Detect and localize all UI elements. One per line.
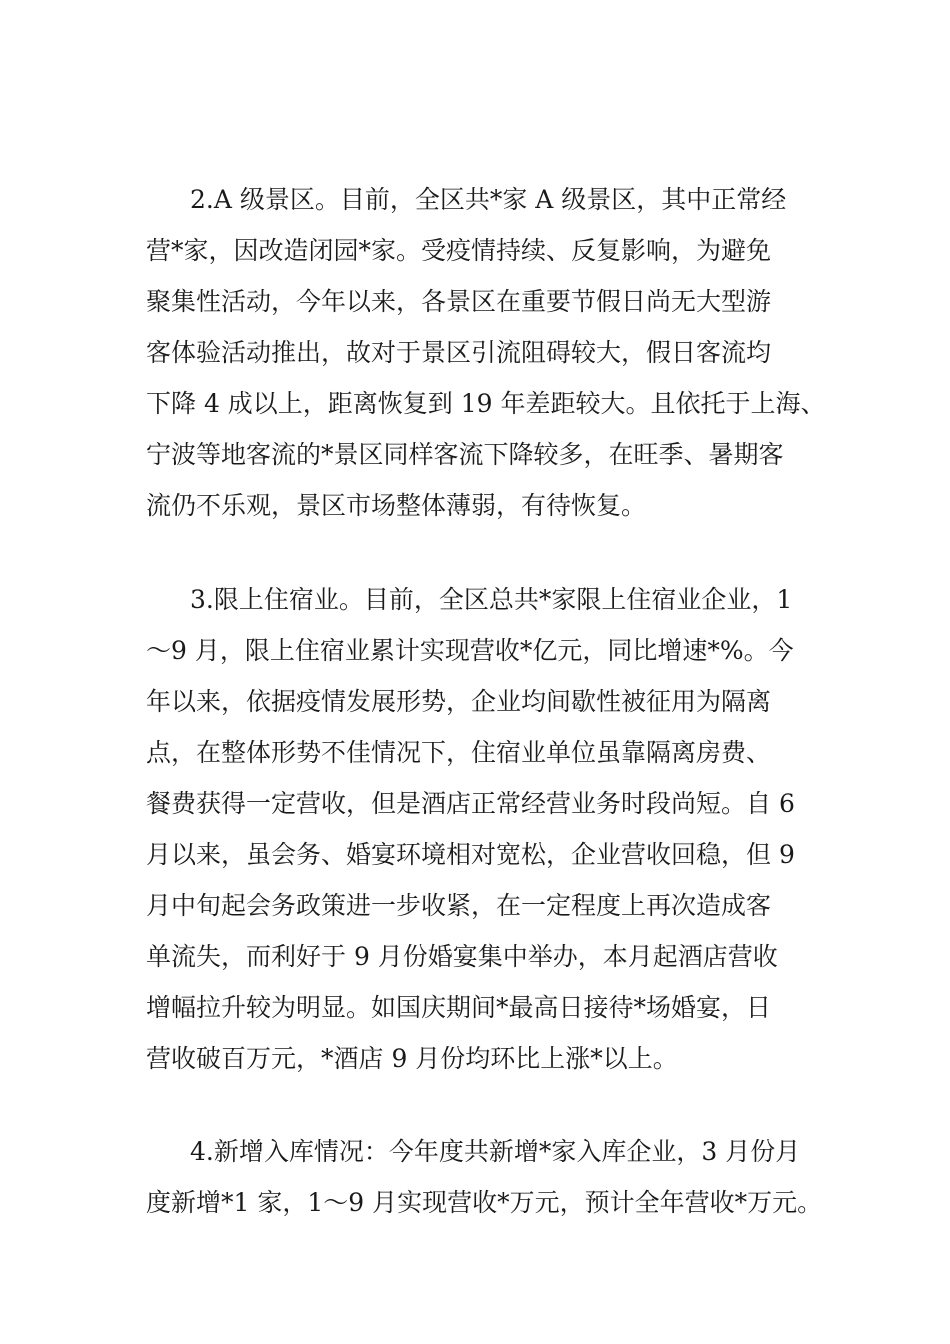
paragraph-line: 下降 4 成以上，距离恢复到 19 年差距较大。且依托于上海、 xyxy=(146,389,826,418)
paragraph-a-level-scenic-areas xyxy=(146,174,826,531)
paragraph-line: 餐费获得一定营收，但是酒店正常经营业务时段尚短。自 6 xyxy=(146,789,795,818)
paragraph-line: 月以来，虽会务、婚宴环境相对宽松，企业营收回稳，但 9 xyxy=(146,840,795,869)
paragraph-line: 2.A 级景区。目前，全区共*家 A 级景区，其中正常经 xyxy=(190,185,787,214)
paragraph-line: 单流失，而利好于 9 月份婚宴集中举办，本月起酒店营收 xyxy=(146,942,778,971)
paragraph-line: 年以来，依据疫情发展形势，企业均间歇性被征用为隔离 xyxy=(146,687,772,716)
paragraph-line: 客体验活动推出，故对于景区引流阻碍较大，假日客流均 xyxy=(146,338,772,367)
paragraph-line: 3.限上住宿业。目前，全区总共*家限上住宿业企业，1 xyxy=(190,585,793,614)
paragraph-line: 营收破百万元，*酒店 9 月份均环比上涨*以上。 xyxy=(146,1044,678,1073)
paragraph-line: 宁波等地客流的*景区同样客流下降较多，在旺季、暑期客 xyxy=(146,440,784,469)
paragraph-line: 增幅拉升较为明显。如国庆期间*最高日接待*场婚宴，日 xyxy=(146,993,772,1022)
paragraph-line: 营*家，因改造闭园*家。受疫情持续、反复影响，为避免 xyxy=(146,236,772,265)
paragraph-new-enterprises xyxy=(146,1126,823,1228)
paragraph-line: 流仍不乐观，景区市场整体薄弱，有待恢复。 xyxy=(146,491,647,520)
paragraph-line: 度新增*1 家，1～9 月实现营收*万元，预计全年营收*万元。 xyxy=(146,1188,823,1217)
paragraph-line: 点，在整体形势不佳情况下，住宿业单位虽靠隔离房费、 xyxy=(146,738,772,767)
paragraph-line: ～9 月，限上住宿业累计实现营收*亿元，同比增速*%。今 xyxy=(146,636,794,665)
paragraph-line: 月中旬起会务政策进一步收紧，在一定程度上再次造成客 xyxy=(146,891,772,920)
paragraph-line: 4.新增入库情况：今年度共新增*家入库企业，3 月份月 xyxy=(190,1137,801,1166)
paragraph-accommodation-industry xyxy=(146,574,816,1084)
paragraph-line: 聚集性活动，今年以来，各景区在重要节假日尚无大型游 xyxy=(146,287,772,316)
